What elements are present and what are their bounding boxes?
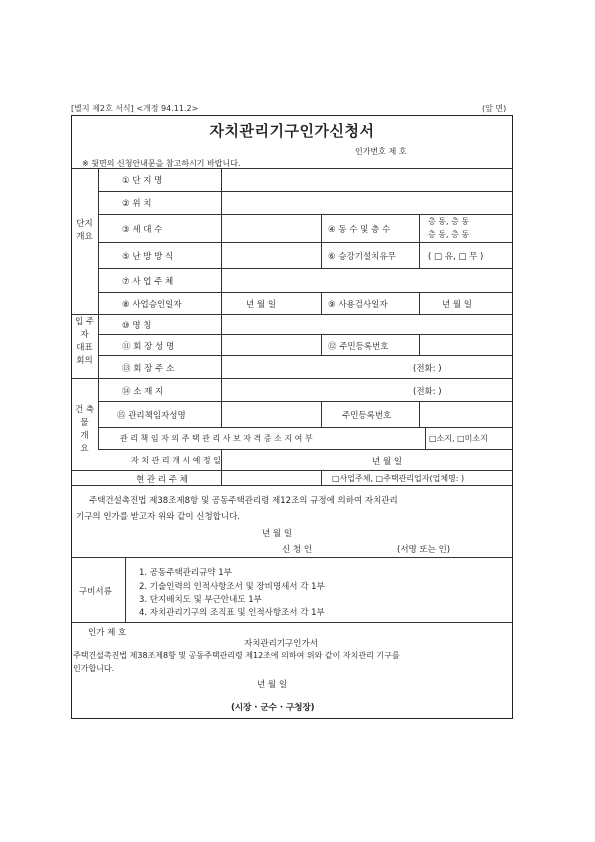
notice-text: ※ 뒷면의 신청안내문을 참고하시기 바랍니다. (82, 159, 241, 168)
label-council-name: ⑩ 명 칭 (122, 321, 152, 331)
value-buildings-floors-2: 층 동, 층 동 (428, 230, 470, 239)
certificate-date: 년 월 일 (257, 680, 288, 690)
label-chair-address: ⑬ 회 장 주 소 (122, 364, 175, 374)
label-heating-method: ⑤ 난 방 방 식 (122, 252, 174, 262)
section-complex-overview: 단지 개요 (76, 219, 93, 242)
label-chair-name: ⑪ 회 장 성 명 (122, 342, 175, 352)
attachment-item: 3. 단지배치도 및 부근안내도 1부 (139, 595, 262, 605)
value-building-phone: (전화: ) (413, 387, 442, 397)
certificate-line-2: 인가합니다. (73, 664, 115, 673)
value-buildings-floors-1: 층 동, 층 동 (428, 217, 470, 226)
label-developer: ⑦ 사 업 주 체 (122, 277, 174, 287)
certificate-issuer: (시장 · 군수 · 구청장) (231, 703, 315, 713)
value-inspection-date: 년 월 일 (442, 300, 473, 310)
label-manager-name: ⑮ 관리책임자성명 (117, 411, 186, 421)
label-building-address: ⑭ 소 재 지 (122, 387, 164, 397)
label-households: ③ 세 대 수 (122, 225, 163, 235)
label-chair-id: ⑫ 주민등록번호 (328, 342, 389, 352)
form-title: 자치관리기구인가신청서 (209, 122, 375, 140)
label-location: ② 위 치 (122, 199, 152, 209)
section-residents-council: 입 주 자 대표 회의 (74, 317, 95, 366)
signature-label: (서명 또는 인) (397, 545, 451, 555)
attachment-item: 2. 기술인력의 인적사항조서 및 장비명세서 각 1부 (139, 582, 325, 592)
form-number: [별지 제2호 서식] <개정 94.11.2> (71, 104, 199, 113)
attachments-label: 구비서류 (79, 587, 112, 597)
value-elevator-checkboxes[interactable]: ( □ 유, □ 무 ) (428, 252, 484, 262)
label-current-manager: 현 관 리 주 체 (136, 475, 188, 485)
page-side-label: (앞 면) (482, 104, 507, 113)
applicant-label: 신 청 인 (282, 545, 313, 555)
label-manager-id: 주민등록번호 (342, 411, 392, 421)
value-chair-phone: (전화: ) (413, 364, 442, 374)
certificate-line-1: 주택건설촉진법 제38조제8항 및 공동주택관리령 제12조에 의하여 위와 같이 자치관리 기구를 (73, 651, 400, 660)
label-elevator: ⑥ 승강기설치유무 (328, 252, 396, 262)
value-qualification-checkboxes[interactable]: □소지, □미소지 (429, 434, 488, 443)
label-start-date: 자 치 관 리 개 시 예 정 일 (131, 456, 221, 465)
label-complex-name: ① 단 지 명 (122, 176, 163, 186)
approval-number: 인가번호 제 호 (355, 147, 407, 156)
label-approval-date: ⑧ 사업승인일자 (122, 300, 182, 310)
value-current-manager[interactable]: □사업주체, □주택관리업자(업체명: ) (332, 474, 465, 483)
certificate-title: 자치관리기구인가서 (244, 639, 318, 649)
statement-line-1: 주택건설촉진법 제38조제8항 및 공동주택관리령 제12조의 규정에 의하여 자치관리 (89, 496, 398, 506)
certificate-number: 인가 제 호 (88, 628, 127, 638)
statement-line-2: 기구의 인가를 받고자 위와 같이 신청합니다. (76, 512, 241, 522)
section-building-overview: 건 축 물 개 요 (74, 405, 95, 454)
attachment-item: 1. 공동주택관리규약 1부 (139, 568, 232, 578)
statement-date: 년 월 일 (262, 529, 293, 539)
value-start-date: 년 월 일 (372, 457, 403, 467)
label-manager-qualification: 관 리 책 임 자 의 주 택 관 리 사 보 자 격 증 소 지 여 부 (120, 434, 313, 443)
label-inspection-date: ⑨ 사용검사일자 (328, 300, 388, 310)
attachment-item: 4. 자치관리기구의 조직표 및 인적사항조서 각 1부 (139, 608, 325, 618)
label-buildings-floors: ④ 동 수 및 층 수 (328, 225, 391, 235)
value-approval-date: 년 월 일 (246, 300, 277, 310)
